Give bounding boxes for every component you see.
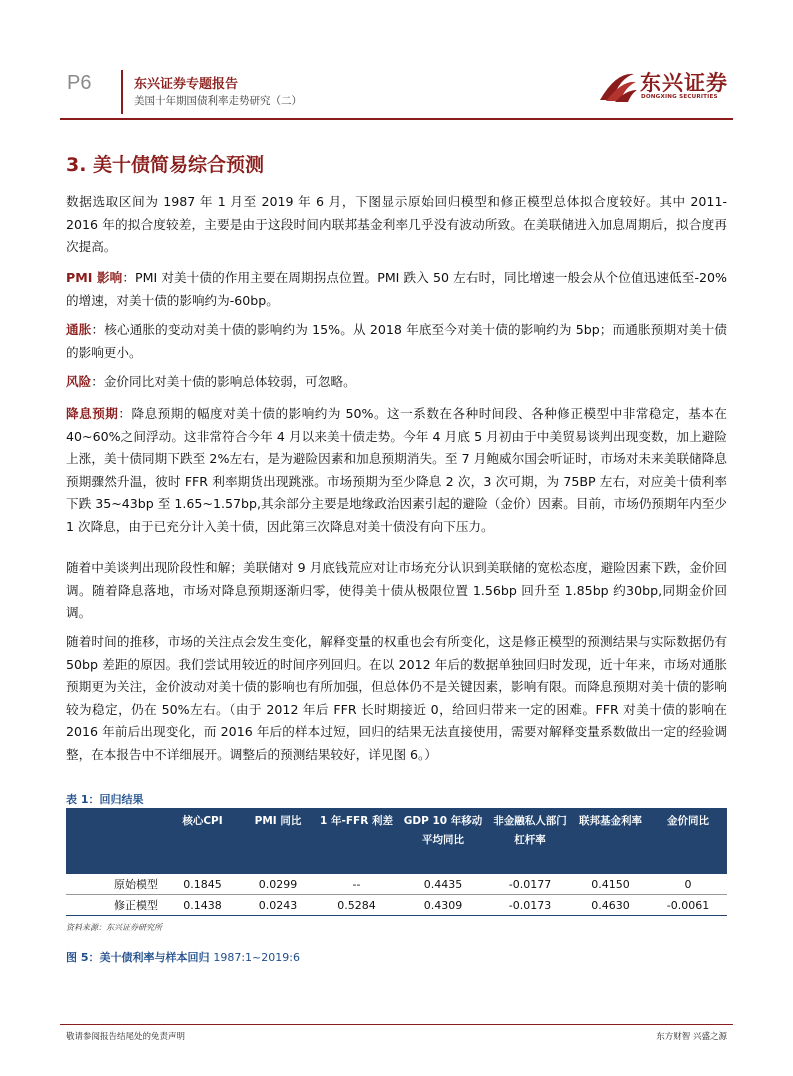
footer-disclaimer: 敬请参阅报告结尾处的免责声明 [66,1032,186,1042]
logo-text-cn: 东兴证券 [640,71,728,95]
table-header-cell: 联邦基金利率 [572,808,649,874]
table-cell: 0.4309 [398,895,488,916]
header-divider [121,70,123,114]
table-cell: 0.4435 [398,874,488,895]
table-cell: -0.0061 [649,895,727,916]
text-rate-cut: ：降息预期的幅度对美十债的影响约为 50%。这一系数在各种时间段、各种修正模型中非常稳定，基本在 40~60%之间浮动。这非常符合今年 4 月以来美十债走势。今年 4 月底 5 月初由于中美贸易谈判出现变数，加上避险上涨，美十债同期下跌至 2%左右，是为避险因素和加息预期消失。至 7 月鲍威尔国会听证时，市场对未来美联储降息预期骤然升温，彼时 FFR 利率期货出现跳涨。市场预期为至少降息 2 次，3 次可期，为 75BP 左右，对应美十债利率下跌 35~43bp 至 1.65~1.57bp,其余部分主要是地缘政治因素引起的避险（金价）因素。目前，市场仍预期年内至少 1 次降息，由于已充分计入美十债，因此第三次降息对美十债没有向下压力。 [66,406,727,534]
text-inflation: ：核心通胀的变动对美十债的影响约为 15%。从 2018 年底至今对美十债的影响约为 5bp；而通胀预期对美十债的影响更小。 [66,322,728,360]
table-row [66,895,727,916]
row-name: 修正模型 [66,895,164,916]
logo-text-en: DONGXING SECURITIES [641,94,718,100]
paragraph-data-range: 数据选取区间为 1987 年 1 月至 2019 年 6 月，下图显示原始回归模型和修正模型总体拟合度较好。其中 2011-2016 年的拟合度较差，主要是由于这段时间内联邦基金利率几乎没有波动所致。在美联储进入加息周期后，拟合度再次提高。 [66,194,727,254]
footer-slogan: 东方财智 兴盛之源 [656,1032,727,1042]
table-header-cell: 核心CPI [164,808,241,874]
table-cell: 0.1438 [164,895,241,916]
table-cell: 0.0299 [241,874,315,895]
text-pmi: ：PMI 对美十债的作用主要在周期拐点位置。PMI 跌入 50 左右时，同比增速一般会从个位值迅速低至-20%的增速，对美十债的影响约为-60bp。 [66,270,727,308]
table-cell: 0.1845 [164,874,241,895]
paragraph-risk [66,371,727,394]
table-cell: 0.4150 [572,874,649,895]
report-series: 东兴证券专题报告 [134,77,239,92]
text-risk: ：金价同比对美十债的影响总体较弱，可忽略。 [91,374,356,389]
paragraph-rate-cut [66,403,727,538]
label-pmi: PMI 影响 [66,270,123,285]
header-rule [60,118,733,120]
table-cell: 0.4630 [572,895,649,916]
table-cell: 0.0243 [241,895,315,916]
page-number: P6 [67,72,92,94]
table-cell: -- [315,874,398,895]
table-cell: -0.0177 [488,874,572,895]
label-risk: 风险 [66,374,92,389]
table-header-cell: 1 年-FFR 利差 [315,808,398,874]
label-rate-cut: 降息预期 [66,406,119,421]
label-inflation: 通胀 [66,322,92,337]
regression-table [66,808,727,916]
footer-rule [60,1024,733,1025]
paragraph-inflation [66,319,727,364]
paragraph-trade-talks: 随着中美谈判出现阶段性和解；美联储对 9 月底钱荒应对让市场充分认识到美联储的宽松态度，避险因素下跌，金价回调。随着降息落地，市场对降息预期逐渐归零，使得美十债从极限位置 1.56bp 回升至 1.85bp 约30bp,同期金价回调。 [66,560,727,620]
table-source: 资料来源：东兴证券研究所 [66,923,162,932]
table-header-cell: 金价同比 [649,808,727,874]
table-row [66,874,727,895]
table-header-cell: PMI 同比 [241,808,315,874]
section-title: 3. 美十债简易综合预测 [66,154,265,176]
table-cell: 0.5284 [315,895,398,916]
brand-logo [598,66,733,106]
figure-caption-title: 图 5：美十债利率与样本回归 [66,951,210,964]
report-title: 美国十年期国债利率走势研究（二） [134,95,302,107]
logo-mark-icon [598,68,638,104]
figure-caption [66,949,300,965]
figure-caption-range: 1987:1~2019:6 [213,951,300,964]
paragraph-pmi [66,267,727,312]
row-name: 原始模型 [66,874,164,895]
table-header-row [66,808,727,874]
table-header-cell: GDP 10 年移动平均同比 [398,808,488,874]
table-header-cell [66,808,164,874]
table-caption: 表 1：回归结果 [66,793,144,806]
table-cell: 0 [649,874,727,895]
paragraph-time-series: 随着时间的推移，市场的关注点会发生变化，解释变量的权重也会有所变化，这是修正模型的预测结果与实际数据仍有 50bp 差距的原因。我们尝试用较近的时间序列回归。在以 2012 年后的数据单独回归时发现，近十年来，市场对通胀预期更为关注，金价波动对美十债的影响也有所加强，但总体仍不是关键因素，影响有限。而降息预期对美十债的影响较为稳定，仍在 50%左右。（由于 2012 年后 FFR 长时期接近 0，给回归带来一定的困难。FFR 对美十债的影响在 2016 年前后出现变化，而 2016 年后的样本过短，回归的结果无法直接使用，需要对解释变量系数做出一定的经验调整，在本报告中不详细展开。调整后的预测结果较好，详见图 6。） [66,634,727,762]
table-cell: -0.0173 [488,895,572,916]
table-header-cell: 非金融私人部门杠杆率 [488,808,572,874]
